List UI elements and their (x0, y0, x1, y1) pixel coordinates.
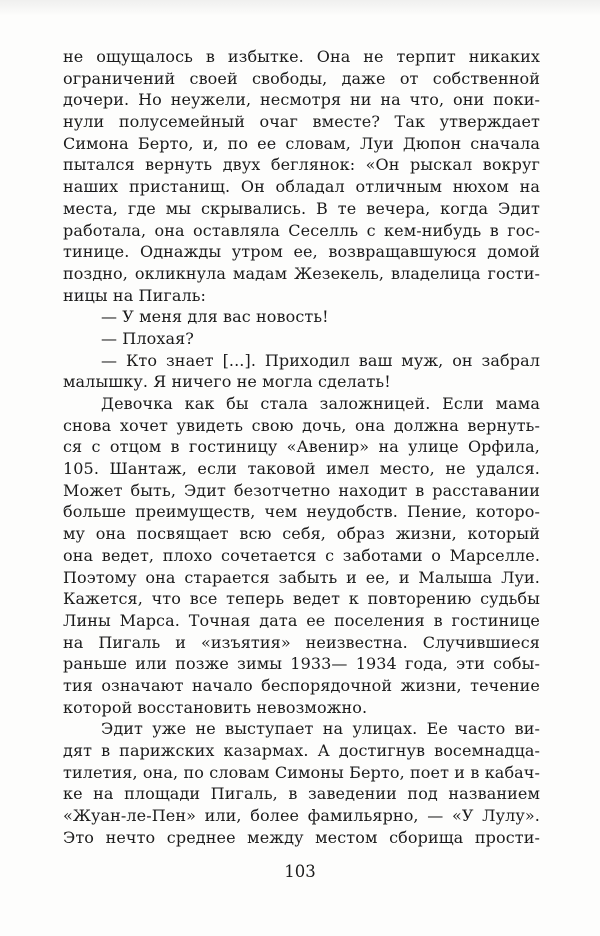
page-number: 103 (284, 862, 316, 881)
text-line: Девочка как бы стала заложницей. Если мама (101, 394, 540, 413)
text-line: дочери. Но неужели, несмотря ни на что, они поки- (63, 90, 540, 110)
text-line: ке на площади Пигаль, в заведении под названием (63, 784, 540, 804)
text-line: которой восстановить невозможно. (63, 697, 368, 717)
text-line: тилетия, она, по словам Симоны Берто, поет и в кабач- (63, 762, 540, 782)
text-line: Симона Берто, и, по ее словам, Луи Дюпон сначала (63, 133, 540, 153)
text-line: пытался вернуть двух беглянок: «Он рыскал вокруг (63, 155, 540, 175)
text-line: ограничений своей свободы, даже от собственной (63, 68, 540, 88)
text-line: она ведет, плохо сочетается с заботами о Марселле. (63, 545, 540, 565)
text-line: раньше или позже зимы 1933— 1934 года, эти собы- (63, 654, 540, 674)
text-line: 105. Шантаж, если таковой имел место, не удался. (63, 459, 540, 479)
text-line: Поэтому она старается забыть и ее, и Малыша Луи. (63, 567, 540, 587)
text-line: ся с отцом в гостиницу «Авенир» на улице Орфила, (63, 437, 540, 457)
text-line: работала, она оставляла Сеселль с кем-нибудь в гос- (63, 220, 540, 240)
text-line: — Плохая? (101, 328, 194, 348)
text-block (63, 46, 540, 848)
text-line: «Жуан-ле-Пен» или, более фамильярно, — «У Лулу». (63, 806, 540, 826)
scan-edge-shadow (0, 0, 600, 16)
text-line: нули полусемейный очаг вместе? Так утверждает (63, 112, 540, 132)
text-line: му она посвящает всю себя, образ жизни, который (63, 524, 540, 544)
text-line: больше преимуществ, чем неудобств. Пение, которо- (63, 502, 540, 522)
text-line: снова хочет увидеть свою дочь, она должна вернуть- (63, 415, 540, 435)
text-line: Это нечто среднее между местом сборища прости- (63, 827, 540, 847)
text-line: тинице. Однажды утром ее, возвращавшуюся домой (63, 242, 540, 262)
text-line: наших пристанищ. Он обладал отличным нюхом на (63, 177, 540, 197)
text-line: Кажется, что все теперь ведет к повторению судьбы (63, 589, 540, 609)
text-line: не ощущалось в избытке. Она не терпит никаких (63, 47, 540, 66)
text-line: Лины Марса. Точная дата ее поселения в гостинице (63, 610, 540, 630)
text-line: поздно, окликнула мадам Жезекель, владелица гости- (63, 263, 540, 283)
text-line: места, где мы скрывались. В те вечера, когда Эдит (63, 198, 540, 218)
text-line: дят в парижских казармах. А достигнув восемнадца- (63, 741, 540, 760)
text-line: на Пигаль и «изъятия» неизвестна. Случившиеся (63, 632, 540, 652)
text-line: ницы на Пигаль: (63, 285, 207, 305)
text-line: Может быть, Эдит безотчетно находит в расставании (63, 480, 540, 500)
text-line: Эдит уже не выступает на улицах. Ее часто ви- (101, 719, 540, 739)
text-line: малышку. Я ничего не могла сделать! (63, 372, 391, 392)
text-line: тия означают начало беспорядочной жизни, течение (63, 675, 540, 695)
text-line: — Кто знает [...]. Приходил ваш муж, он забрал (101, 350, 540, 370)
text-line: — У меня для вас новость! (101, 307, 329, 327)
